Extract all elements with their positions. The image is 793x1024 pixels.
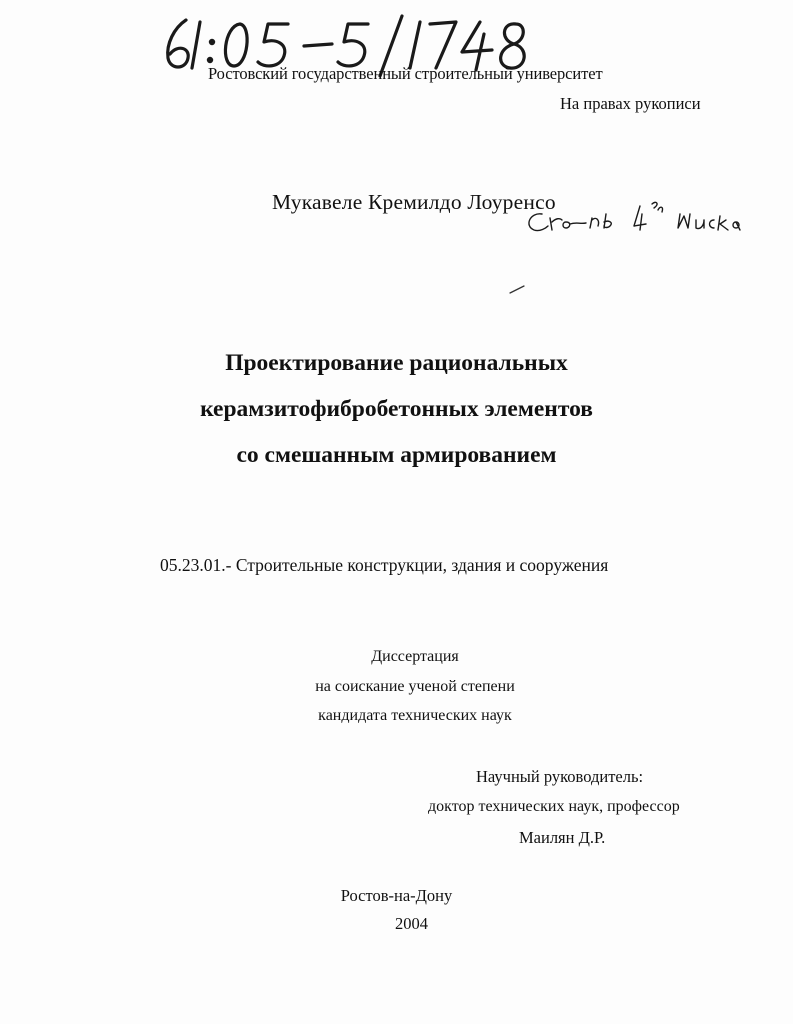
pen-tick-mark-drawing: [508, 283, 528, 295]
year: 2004: [395, 914, 428, 933]
handwritten-scan-note-drawing: [520, 196, 750, 240]
specialty-code: 05.23.01.- Строительные конструкции, здания и сооружения: [160, 555, 609, 575]
dissertation-line-2: на соискание ученой степени: [315, 678, 515, 695]
title-line-2: керамзитофибробетонных элементов: [200, 396, 593, 422]
dissertation-line-3: кандидата технических наук: [318, 707, 512, 724]
title-line-3: со смешанным армированием: [236, 442, 557, 468]
city: Ростов-на-Дону: [340, 886, 453, 905]
author-name: Мукавеле Кремилдо Лоуренсо: [272, 190, 556, 214]
pen-tick-mark: [508, 282, 528, 294]
supervisor-name: Маилян Д.Р.: [519, 828, 606, 847]
supervisor-degree: доктор технических наук, профессор: [428, 798, 680, 815]
title-line-1: Проектирование рациональных: [225, 350, 568, 376]
university-name: Ростовский государственный строительный университет: [208, 64, 603, 83]
handwritten-scan-note: [520, 196, 750, 240]
supervisor-label: Научный руководитель:: [476, 767, 644, 786]
manuscript-rights-note: На правах рукописи: [560, 94, 701, 113]
dissertation-title: [0, 340, 793, 478]
dissertation-line-1: Диссертация: [371, 648, 459, 665]
